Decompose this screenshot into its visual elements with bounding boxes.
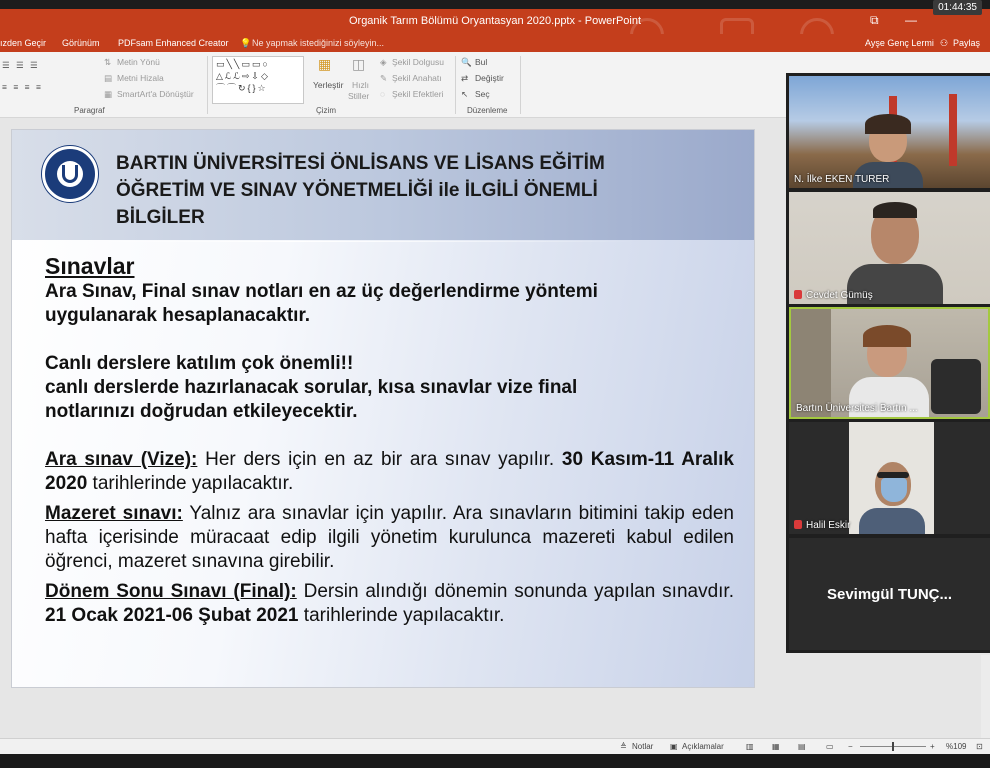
tell-me-search[interactable]: Ne yapmak istediğinizi söyleyin... <box>252 38 385 48</box>
final-paragraph <box>45 580 734 628</box>
slide-title-line: ÖĞRETİM VE SINAV YÖNETMELİĞİ ile İLGİLİ ÖNEMLİ <box>116 180 598 201</box>
participant-tile[interactable] <box>789 538 990 650</box>
paragraph-line: Ara Sınav, Final sınav notları en az üç değerlendirme yöntemi <box>45 281 598 302</box>
slide-divider-line <box>67 241 637 242</box>
ribbon-separator <box>520 56 521 114</box>
list-icon[interactable]: ☰ ☰ ☰ <box>2 60 40 70</box>
select-button[interactable]: Seç <box>475 89 490 99</box>
paragraph-line: canlı derslerde hazırlanacak sorular, kısa sınavlar vize final <box>45 377 578 398</box>
notes-icon: ≜ <box>620 742 627 751</box>
user-name[interactable]: Ayşe Genç Lermi <box>865 38 934 48</box>
shape-outline-icon: ✎ <box>380 73 388 83</box>
participant-name <box>794 520 850 531</box>
title-bar <box>0 9 990 34</box>
vize-text: Her ders için en az bir ara sınav yapılır. <box>197 449 562 470</box>
share-icon: ⚇ <box>940 38 949 48</box>
participant-name: Bartın Üniversitesi Bartın ... <box>796 403 918 414</box>
replace-button[interactable]: Değiştir <box>475 73 504 83</box>
paragraph-line: notlarınızı doğrudan etkileyecektir. <box>45 401 358 422</box>
zoom-in-icon[interactable]: + <box>930 742 935 751</box>
vize-tail: tarihlerinde yapılacaktır. <box>87 473 294 494</box>
ribbon-separator <box>455 56 456 114</box>
university-logo <box>42 146 98 202</box>
vize-label: Ara sınav (Vize): <box>45 449 198 470</box>
background-bridge <box>949 94 957 166</box>
participant-name <box>794 290 873 301</box>
normal-view-icon[interactable]: ▥ <box>746 742 754 751</box>
arrange-button[interactable]: Yerleştir <box>313 80 344 90</box>
participant-tile[interactable] <box>789 422 990 534</box>
bottom-strip <box>0 754 990 768</box>
paragraph-line: Canlı derslere katılım çok önemli!! <box>45 353 354 374</box>
shapes-gallery[interactable]: ▭╲╲▭▭○ △ℒℒ⇨⇩◇ ⌒⌒↻{}☆ <box>212 56 304 104</box>
participant-tile-active[interactable] <box>789 307 990 419</box>
group-label-editing: Düzenleme <box>467 106 508 115</box>
notes-button[interactable]: Notlar <box>632 742 654 751</box>
status-bar <box>0 738 990 754</box>
participant-name-text: Cevdet Gümüş <box>806 290 873 301</box>
shape-outline-button[interactable]: Şekil Anahatı <box>392 73 442 83</box>
share-button[interactable]: Paylaş <box>953 38 981 48</box>
mic-muted-icon <box>794 290 802 299</box>
face-mask <box>881 478 907 502</box>
smartart-icon: ▦ <box>104 89 113 99</box>
slide-canvas[interactable] <box>11 129 755 688</box>
fit-slide-icon[interactable]: ⊡ <box>976 742 983 751</box>
comments-icon: ▣ <box>670 742 678 751</box>
lightbulb-icon: 💡 <box>240 38 252 48</box>
text-direction-icon: ⇅ <box>104 57 112 67</box>
meeting-clock: 01:44:35 <box>933 0 982 15</box>
align-text-icon: ▤ <box>104 73 113 83</box>
final-text: Dersin alındığı dönemin sonunda yapılan sınavdır. <box>296 581 734 602</box>
slide-sorter-icon[interactable]: ▦ <box>772 742 780 751</box>
mic-muted-icon <box>794 520 802 529</box>
arrange-icon: ▦ <box>318 56 332 72</box>
ribbon-display-icon[interactable]: ⧉ <box>870 13 879 27</box>
top-strip <box>0 0 990 9</box>
zoom-out-icon[interactable]: − <box>848 742 853 751</box>
slide-title-line: BARTIN ÜNİVERSİTESİ ÖNLİSANS VE LİSANS EĞİTİM <box>116 153 605 174</box>
find-icon: 🔍 <box>461 57 472 67</box>
participant-hair <box>873 202 917 218</box>
participant-name: Sevimgül TUNÇ... <box>826 586 953 603</box>
sunglasses <box>877 472 909 478</box>
menu-bar <box>0 34 990 52</box>
ribbon-separator <box>207 56 208 114</box>
menu-review[interactable]: ızden Geçir <box>0 38 47 48</box>
slide-title-line: BİLGİLER <box>116 207 205 228</box>
quick-styles-button[interactable]: Hızlı <box>352 80 369 90</box>
participant-hair <box>865 114 911 134</box>
window-title: Organik Tarım Bölümü Oryantasyan 2020.pptx - PowerPoint <box>348 15 642 27</box>
final-tail: tarihlerinde yapılacaktır. <box>298 605 505 626</box>
vertical-scrollbar[interactable] <box>981 655 990 738</box>
smartart-button[interactable]: SmartArt'a Dönüştür <box>117 89 194 99</box>
participant-tile[interactable] <box>789 76 990 188</box>
zoom-slider-thumb[interactable] <box>892 742 894 751</box>
shape-fill-button[interactable]: Şekil Dolgusu <box>392 57 444 67</box>
align-text-button[interactable]: Metni Hizala <box>117 73 164 83</box>
menu-pdfsam[interactable]: PDFsam Enhanced Creator <box>118 38 229 48</box>
participant-hair <box>863 325 911 347</box>
participant-name-text: Halil Eskir <box>806 520 851 531</box>
menu-view[interactable]: Görünüm <box>62 38 100 48</box>
final-label: Dönem Sonu Sınavı (Final): <box>45 581 297 602</box>
mazeret-text: Yalnız ara sınavlar için yapılır. Ara sınavların bitimini takip eden hafta içerisinde müracaat edip ilgili yönetim kurulunca mazereti kabul edilen öğrenci, mazeret sınavına girebilir. <box>45 503 734 572</box>
group-label-drawing: Çizim <box>316 106 336 115</box>
spacer <box>45 424 734 448</box>
shape-effects-button[interactable]: Şekil Efektleri <box>392 89 444 99</box>
shape-fill-icon: ◈ <box>380 57 387 67</box>
spacer <box>45 328 734 352</box>
mazeret-label: Mazeret sınavı: <box>45 503 183 524</box>
final-dates: 21 Ocak 2021-06 Şubat 2021 <box>45 605 299 626</box>
background-chair <box>931 359 981 414</box>
vize-dates: 30 Kasım-11 Aralık 2020 <box>45 449 734 494</box>
participant-tile[interactable] <box>789 192 990 304</box>
group-label-paragraph: Paragraf <box>74 106 105 115</box>
participant-body <box>859 508 925 534</box>
participant-name: N. İlke EKEN TURER <box>794 174 890 185</box>
zoom-level[interactable]: %109 <box>946 742 967 751</box>
slide-body[interactable] <box>45 252 734 628</box>
participants-panel <box>786 73 990 653</box>
replace-icon: ⇄ <box>461 73 469 83</box>
shape-effects-icon: ◌ <box>380 89 386 99</box>
comments-button[interactable]: Açıklamalar <box>682 742 724 751</box>
quick-styles-icon: ◫ <box>352 56 366 72</box>
find-button[interactable]: Bul <box>475 57 488 67</box>
section-heading: Sınavlar <box>45 253 135 279</box>
text-direction-button[interactable]: Metin Yönü <box>117 57 160 67</box>
align-icon[interactable]: ≡ ≡ ≡ ≡ <box>2 82 43 92</box>
select-icon: ↖ <box>461 89 469 99</box>
mazeret-paragraph <box>45 502 734 574</box>
logo-mark <box>62 165 78 183</box>
quick-styles-button-2[interactable]: Stiller <box>348 91 370 101</box>
vize-paragraph <box>45 448 734 496</box>
paragraph-line: uygulanarak hesaplanacaktır. <box>45 305 311 326</box>
minimize-icon[interactable]: — <box>905 13 917 27</box>
slide-title[interactable] <box>116 150 716 231</box>
slideshow-icon[interactable]: ▭ <box>826 742 834 751</box>
reading-view-icon[interactable]: ▤ <box>798 742 806 751</box>
